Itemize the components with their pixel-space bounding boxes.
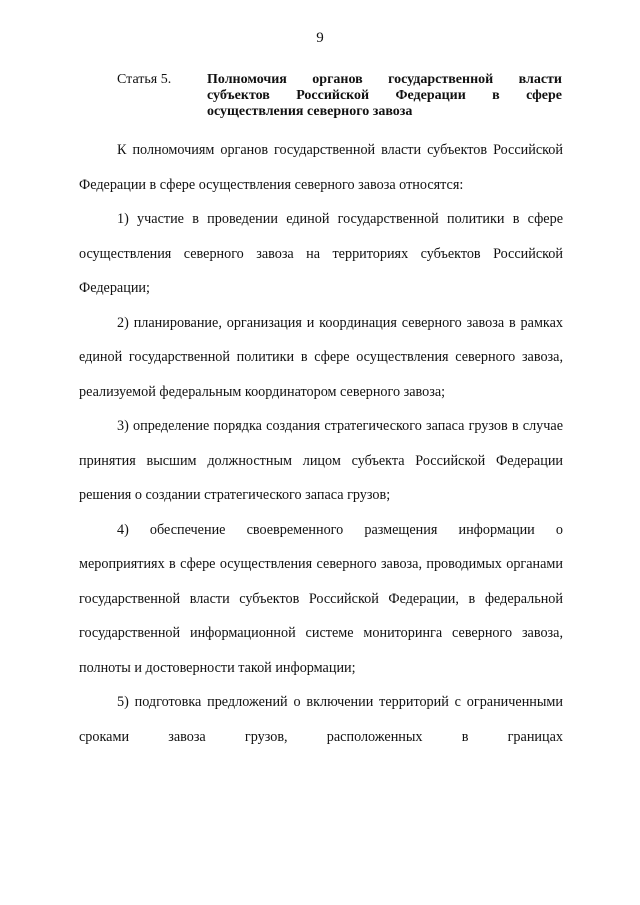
paragraph-item-5: 5) подготовка предложений о включении территорий с ограниченными сроками завоза грузов, расположенных в границах [79,694,563,745]
article-label: Статья 5. [117,72,172,87]
paragraph-intro: К полномочиям органов государственной власти субъектов Российской Федерации в сфере осуществления северного завоза относятся: [79,142,563,193]
article-heading [117,72,562,120]
paragraph-item-2: 2) планирование, организация и координация северного завоза в рамках единой государственной политики в сфере осуществления северного завоза, реализуемой федеральным координатором северного завоза; [79,314,563,400]
document-body [79,133,563,754]
article-title: Полномочия органов государственной власти субъектов Российской Федерации в сфере осуществления северного завоза [207,72,562,119]
page-number: 9 [316,30,324,46]
paragraph-item-4: 4) обеспечение своевременного размещения информации о мероприятиях в сфере осуществления северного завоза, проводимых органами государственной власти субъектов Российской Федерации, в федеральной государственной информационной системе мониторинга северного завоза, полноты и достоверности такой информации; [79,521,563,676]
paragraph-item-3: 3) определение порядка создания стратегического запаса грузов в случае принятия высшим должностным лицом субъекта Российской Федерации решения о создании стратегического запаса грузов; [79,418,563,503]
paragraph-item-1: 1) участие в проведении единой государственной политики в сфере осуществления северного завоза на территориях субъектов Российской Федерации; [79,211,563,296]
